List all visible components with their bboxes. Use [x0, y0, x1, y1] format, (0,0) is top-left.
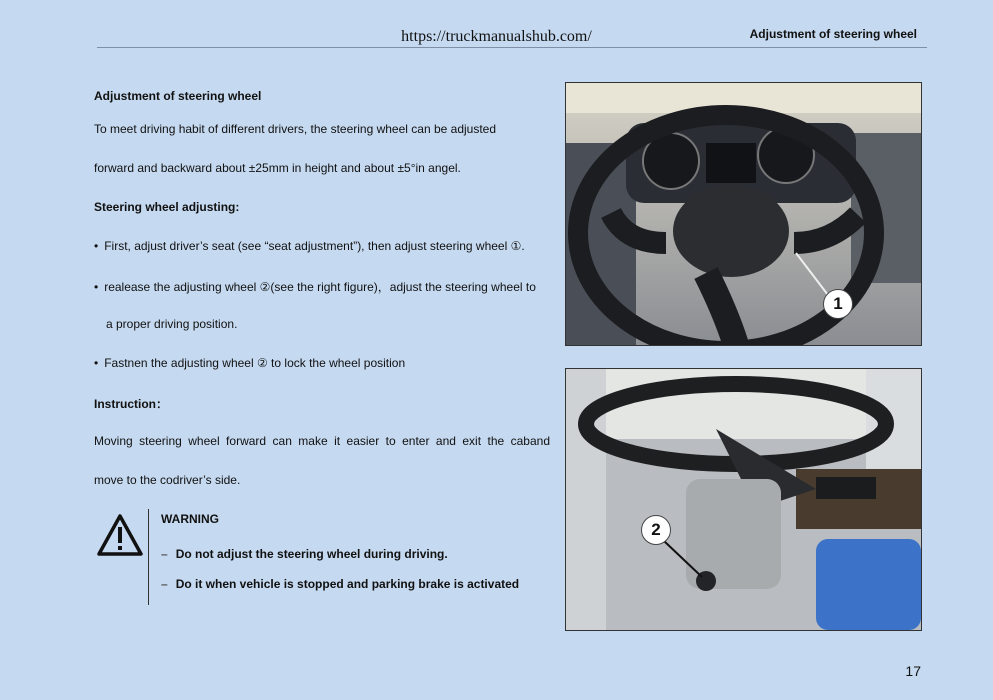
warning-item-2-text: Do it when vehicle is stopped and parking brake is activated: [175, 577, 520, 591]
warning-triangle-icon: [97, 513, 143, 557]
warning-item-1: [161, 547, 448, 561]
warning-title: WARNING: [161, 512, 219, 526]
instruction-line-1: Moving steering wheel forward can make it easier to enter and exit the caband: [94, 434, 550, 448]
callout-2: 2: [641, 515, 671, 545]
warning-item-1-text: Do not adjust the steering wheel during driving.: [175, 547, 448, 561]
adjusting-wheel-illustration: [566, 369, 921, 630]
warning-divider: [148, 509, 149, 605]
page-number: 17: [905, 663, 921, 679]
warning-item-2: [161, 577, 519, 591]
steering-wheel-photo: [565, 82, 922, 346]
sub-heading: Steering wheel adjusting:: [94, 200, 240, 214]
instruction-heading: Instruction：: [94, 397, 168, 411]
header-rule: [97, 47, 927, 48]
warning-dash: –: [161, 577, 168, 591]
bullet-item-2-continued: a proper driving position.: [106, 317, 238, 331]
adjusting-wheel-photo: [565, 368, 922, 631]
bullet-item-1: • First, adjust driver’s seat (see “seat adjustment”), then adjust steering wheel ①.: [94, 239, 525, 253]
header-url: https://truckmanualshub.com/: [401, 28, 592, 45]
header-title: Adjustment of steering wheel: [749, 27, 917, 41]
warning-dash: –: [161, 547, 168, 561]
steering-wheel-illustration: [566, 83, 921, 345]
instruction-line-2: move to the codriver’s side.: [94, 473, 241, 487]
section-heading: Adjustment of steering wheel: [94, 89, 262, 103]
intro-line-2: forward and backward about ±25mm in height and about ±5°in angel.: [94, 161, 461, 175]
bullet-item-3: • Fastnen the adjusting wheel ② to lock the wheel position: [94, 356, 405, 370]
callout-1: 1: [823, 289, 853, 319]
bullet-item-2: • realease the adjusting wheel ②(see the right figure)，adjust the steering wheel to: [94, 278, 536, 295]
intro-line-1: To meet driving habit of different drivers, the steering wheel can be adjusted: [94, 122, 497, 136]
